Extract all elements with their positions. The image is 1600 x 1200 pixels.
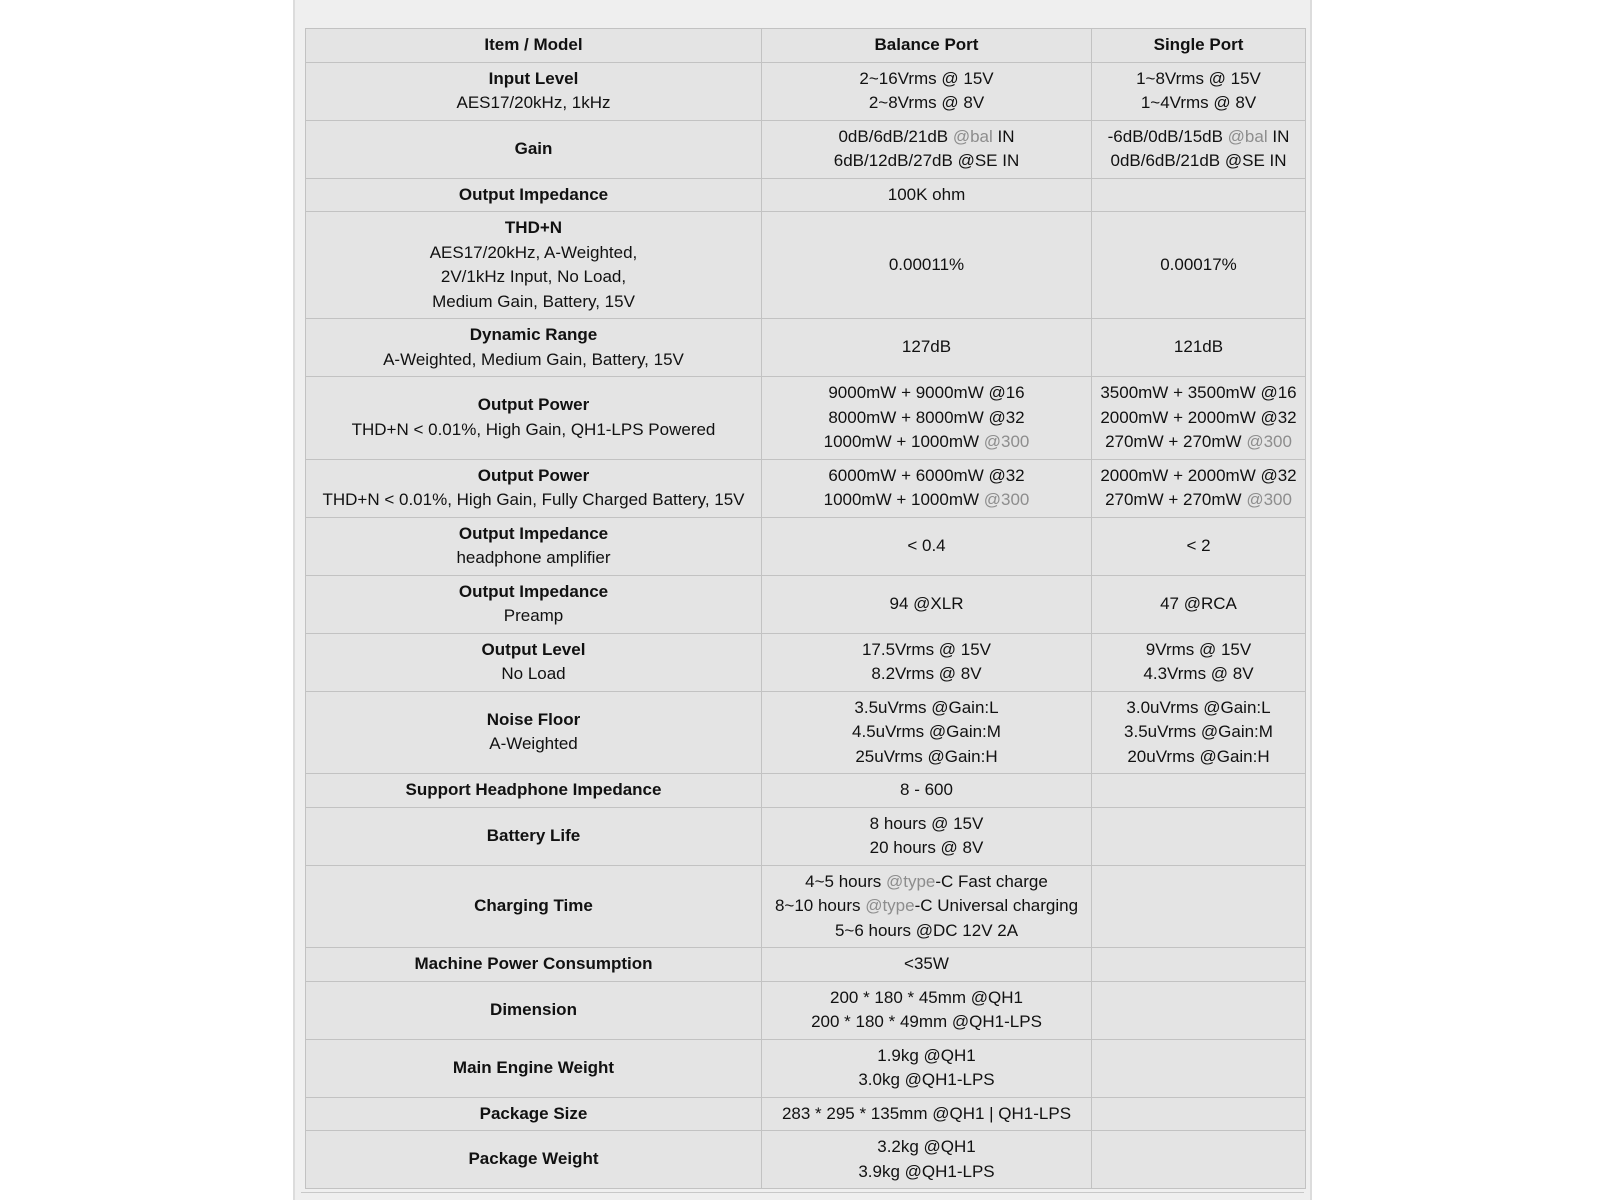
cell-text: 6000mW + 6000mW @32: [828, 465, 1025, 485]
cell-line: [1094, 745, 1303, 770]
single-port-cell: [1092, 807, 1306, 865]
item-label: Battery Life: [486, 825, 581, 845]
single-port-cell: [1092, 377, 1306, 460]
cell-text: 1~8Vrms @ 15V: [1136, 68, 1261, 88]
cell-text: 3.5uVrms @Gain:M: [1124, 722, 1273, 741]
cell-text: 1000mW + 1000mW: [823, 432, 984, 451]
item-cell: [306, 62, 762, 120]
table-row: [306, 981, 1306, 1039]
balance-port-cell: [762, 1097, 1092, 1131]
item-condition: THD+N < 0.01%, High Gain, QH1-LPS Powered: [351, 419, 716, 439]
spec-table-body: [306, 62, 1306, 1189]
item-cell: [306, 1097, 762, 1131]
header-row: [306, 29, 1306, 63]
cell-text: 5~6 hours @DC 12V 2A: [834, 920, 1019, 940]
cell-text: 1.9kg @QH1: [877, 1045, 976, 1065]
item-cell: [306, 1039, 762, 1097]
table-row: [306, 319, 1306, 377]
item-condition: A-Weighted, Medium Gain, Battery, 15V: [383, 349, 684, 369]
item-label: Output Impedance: [458, 581, 609, 601]
cell-text: IN: [992, 126, 1015, 146]
single-port-cell: [1092, 178, 1306, 212]
inline-link-text: @bal: [952, 126, 993, 146]
cell-line: [1094, 720, 1303, 745]
table-row: [306, 212, 1306, 319]
cell-line: [764, 745, 1089, 770]
header-balance-port: Balance Port: [762, 29, 1092, 63]
cell-line: [1094, 335, 1303, 360]
single-port-cell: [1092, 981, 1306, 1039]
item-cell: [306, 459, 762, 517]
cell-text: 9000mW + 9000mW @16: [828, 383, 1025, 402]
cell-text: 25uVrms @Gain:H: [855, 746, 998, 766]
cell-text: 4.5uVrms @Gain:M: [852, 722, 1001, 741]
balance-port-cell: [762, 120, 1092, 178]
item-condition: Preamp: [503, 606, 564, 625]
cell-text: 17.5Vrms @ 15V: [861, 639, 992, 659]
cell-line: [1094, 464, 1303, 489]
cell-line: [1094, 488, 1303, 513]
table-row: [306, 120, 1306, 178]
divider: [301, 1192, 1304, 1193]
cell-text: 20uVrms @Gain:H: [1127, 746, 1270, 766]
item-cell: [306, 633, 762, 691]
cell-line: [1094, 125, 1303, 150]
cell-text: < 0.4: [907, 535, 946, 555]
cell-line: [1094, 592, 1303, 617]
cell-text: 3.0uVrms @Gain:L: [1126, 697, 1271, 717]
cell-line: [764, 125, 1089, 150]
item-label: Input Level: [488, 68, 579, 88]
item-condition: AES17/20kHz, A-Weighted,: [429, 242, 638, 262]
cell-line: [764, 986, 1089, 1011]
item-label: Main Engine Weight: [452, 1057, 615, 1077]
cell-text: -C Fast charge: [935, 871, 1048, 891]
balance-port-cell: [762, 633, 1092, 691]
item-label: Noise Floor: [486, 709, 581, 729]
cell-text: 94 @XLR: [889, 593, 964, 613]
cell-line: [764, 183, 1089, 208]
cell-line: [764, 1135, 1089, 1160]
single-port-cell: [1092, 948, 1306, 982]
cell-line: [764, 778, 1089, 803]
item-label: Output Impedance: [458, 184, 609, 204]
cell-text: 8.2Vrms @ 8V: [871, 664, 982, 683]
single-port-cell: [1092, 319, 1306, 377]
item-condition: A-Weighted: [489, 734, 578, 754]
single-port-cell: [1092, 1039, 1306, 1097]
item-cell: [306, 774, 762, 808]
inline-link-text: @type: [865, 896, 915, 915]
single-port-cell: [1092, 120, 1306, 178]
item-label: Output Power: [477, 395, 590, 415]
balance-port-cell: [762, 575, 1092, 633]
cell-text: 1~4Vrms @ 8V: [1140, 93, 1257, 112]
cell-text: 3.2kg @QH1: [877, 1137, 976, 1156]
item-cell: [306, 865, 762, 948]
balance-port-cell: [762, 981, 1092, 1039]
single-port-cell: [1092, 212, 1306, 319]
cell-text: 100K ohm: [887, 184, 966, 204]
item-label: Support Headphone Impedance: [405, 780, 662, 799]
single-port-cell: [1092, 633, 1306, 691]
cell-text: 8 hours @ 15V: [869, 813, 984, 833]
cell-line: [764, 253, 1089, 278]
cell-line: [764, 67, 1089, 92]
balance-port-cell: [762, 319, 1092, 377]
balance-port-cell: [762, 1039, 1092, 1097]
cell-line: [764, 870, 1089, 895]
cell-text: 8 - 600: [900, 780, 953, 799]
cell-line: [1094, 149, 1303, 174]
cell-text: 1000mW + 1000mW: [823, 490, 984, 509]
item-condition: headphone amplifier: [456, 548, 611, 567]
item-cell: [306, 120, 762, 178]
cell-line: [1094, 534, 1303, 559]
item-cell: [306, 691, 762, 774]
item-cell: [306, 178, 762, 212]
cell-text: 47 @RCA: [1160, 593, 1237, 613]
balance-port-cell: [762, 1131, 1092, 1189]
item-cell: [306, 807, 762, 865]
item-cell: [306, 948, 762, 982]
cell-text: 2~8Vrms @ 8V: [868, 93, 985, 112]
table-row: [306, 807, 1306, 865]
item-label: Dynamic Range: [469, 325, 598, 344]
cell-line: [764, 894, 1089, 919]
item-label: Dimension: [490, 999, 577, 1019]
table-row: [306, 1039, 1306, 1097]
item-cell: [306, 377, 762, 460]
cell-line: [1094, 67, 1303, 92]
cell-line: [764, 381, 1089, 406]
spec-table: [305, 28, 1306, 1189]
cell-text: 283 * 295 * 135mm @QH1 | QH1-LPS: [781, 1103, 1072, 1123]
table-row: [306, 633, 1306, 691]
cell-line: [764, 488, 1089, 513]
cell-line: [764, 952, 1089, 977]
cell-text: 8000mW + 8000mW @32: [828, 407, 1025, 427]
table-row: [306, 575, 1306, 633]
item-cell: [306, 575, 762, 633]
cell-text: 270mW + 270mW: [1105, 432, 1247, 451]
cell-text: < 2: [1186, 535, 1211, 555]
cell-text: 4.3Vrms @ 8V: [1143, 664, 1254, 683]
cell-line: [764, 919, 1089, 944]
cell-line: [764, 335, 1089, 360]
table-row: [306, 377, 1306, 460]
cell-line: [1094, 696, 1303, 721]
cell-text: 127dB: [901, 337, 952, 357]
cell-text: 200 * 180 * 49mm @QH1-LPS: [811, 1012, 1042, 1031]
item-cell: [306, 319, 762, 377]
cell-line: [764, 430, 1089, 455]
cell-line: [764, 592, 1089, 617]
item-cell: [306, 517, 762, 575]
table-row: [306, 865, 1306, 948]
cell-text: 2000mW + 2000mW @32: [1100, 407, 1297, 427]
balance-port-cell: [762, 691, 1092, 774]
item-condition: AES17/20kHz, 1kHz: [456, 93, 611, 112]
cell-line: [1094, 381, 1303, 406]
cell-text: 0dB/6dB/21dB: [838, 126, 953, 146]
cell-line: [764, 1102, 1089, 1127]
cell-text: 0.00011%: [888, 254, 965, 274]
cell-text: 3.0kg @QH1-LPS: [858, 1070, 995, 1089]
table-row: [306, 459, 1306, 517]
single-port-cell: [1092, 774, 1306, 808]
cell-text: 0dB/6dB/21dB @SE IN: [1110, 151, 1287, 170]
item-condition: Medium Gain, Battery, 15V: [432, 291, 635, 311]
cell-line: [764, 1010, 1089, 1035]
item-label: Output Power: [477, 465, 590, 485]
single-port-cell: [1092, 865, 1306, 948]
balance-port-cell: [762, 948, 1092, 982]
single-port-cell: [1092, 575, 1306, 633]
cell-text: <35W: [904, 954, 949, 973]
balance-port-cell: [762, 62, 1092, 120]
cell-text: -C Universal charging: [914, 896, 1079, 915]
balance-port-cell: [762, 212, 1092, 319]
cell-text: 2000mW + 2000mW @32: [1100, 465, 1297, 485]
table-row: [306, 1131, 1306, 1189]
cell-text: 8~10 hours: [774, 896, 866, 915]
spec-table-header: [306, 29, 1306, 63]
single-port-cell: [1092, 459, 1306, 517]
item-label: Machine Power Consumption: [414, 954, 653, 973]
cell-text: 0.00017%: [1160, 254, 1237, 274]
balance-port-cell: [762, 178, 1092, 212]
single-port-cell: [1092, 1097, 1306, 1131]
inline-link-text: @300: [1246, 432, 1292, 451]
cell-line: [1094, 253, 1303, 278]
inline-link-text: @300: [983, 490, 1030, 509]
item-label: Package Weight: [468, 1149, 599, 1169]
cell-line: [764, 1044, 1089, 1069]
cell-text: -6dB/0dB/15dB: [1107, 126, 1228, 146]
inline-link-text: @300: [1246, 490, 1292, 509]
cell-line: [1094, 406, 1303, 431]
cell-line: [764, 534, 1089, 559]
single-port-cell: [1092, 517, 1306, 575]
single-port-cell: [1092, 691, 1306, 774]
inline-link-text: @type: [885, 871, 936, 891]
content-panel: [293, 0, 1312, 1200]
table-row: [306, 948, 1306, 982]
cell-text: 121dB: [1173, 337, 1224, 357]
balance-port-cell: [762, 865, 1092, 948]
inline-link-text: @bal: [1227, 126, 1268, 146]
inline-link-text: @300: [983, 432, 1030, 451]
cell-text: 4~5 hours: [805, 871, 886, 891]
balance-port-cell: [762, 774, 1092, 808]
cell-text: 9Vrms @ 15V: [1145, 639, 1252, 659]
table-row: [306, 1097, 1306, 1131]
cell-line: [764, 1160, 1089, 1185]
item-label: Output Impedance: [458, 523, 609, 543]
cell-line: [764, 662, 1089, 687]
table-row: [306, 517, 1306, 575]
table-row: [306, 62, 1306, 120]
item-cell: [306, 1131, 762, 1189]
cell-text: 3.9kg @QH1-LPS: [858, 1161, 995, 1181]
table-row: [306, 691, 1306, 774]
header-single-port: Single Port: [1092, 29, 1306, 63]
item-cell: [306, 981, 762, 1039]
item-cell: [306, 212, 762, 319]
cell-line: [764, 149, 1089, 174]
cell-text: 3.5uVrms @Gain:L: [854, 697, 999, 717]
cell-line: [1094, 638, 1303, 663]
cell-line: [1094, 430, 1303, 455]
item-label: THD+N: [504, 218, 563, 237]
cell-line: [764, 696, 1089, 721]
cell-text: 200 * 180 * 45mm @QH1: [829, 987, 1024, 1007]
item-label: Package Size: [479, 1103, 588, 1123]
cell-line: [764, 1068, 1089, 1093]
table-row: [306, 774, 1306, 808]
single-port-cell: [1092, 1131, 1306, 1189]
balance-port-cell: [762, 807, 1092, 865]
balance-port-cell: [762, 459, 1092, 517]
cell-line: [764, 836, 1089, 861]
cell-line: [764, 464, 1089, 489]
single-port-cell: [1092, 62, 1306, 120]
item-condition: THD+N < 0.01%, High Gain, Fully Charged Battery, 15V: [322, 490, 745, 509]
cell-text: 270mW + 270mW: [1105, 490, 1247, 509]
item-label: Output Level: [481, 639, 586, 659]
cell-line: [764, 406, 1089, 431]
cell-line: [764, 638, 1089, 663]
cell-text: 20 hours @ 8V: [869, 838, 984, 857]
cell-text: 6dB/12dB/27dB @SE IN: [833, 151, 1020, 170]
cell-line: [1094, 662, 1303, 687]
cell-text: 3500mW + 3500mW @16: [1100, 383, 1297, 402]
cell-line: [764, 812, 1089, 837]
item-condition: 2V/1kHz Input, No Load,: [440, 267, 627, 286]
item-label: Charging Time: [474, 896, 593, 915]
balance-port-cell: [762, 377, 1092, 460]
cell-line: [764, 720, 1089, 745]
balance-port-cell: [762, 517, 1092, 575]
item-condition: No Load: [501, 664, 566, 683]
cell-text: 2~16Vrms @ 15V: [859, 68, 994, 88]
item-label: Gain: [514, 138, 553, 158]
table-row: [306, 178, 1306, 212]
cell-text: IN: [1267, 126, 1290, 146]
cell-line: [764, 91, 1089, 116]
cell-line: [1094, 91, 1303, 116]
header-item-model: Item / Model: [306, 29, 762, 63]
